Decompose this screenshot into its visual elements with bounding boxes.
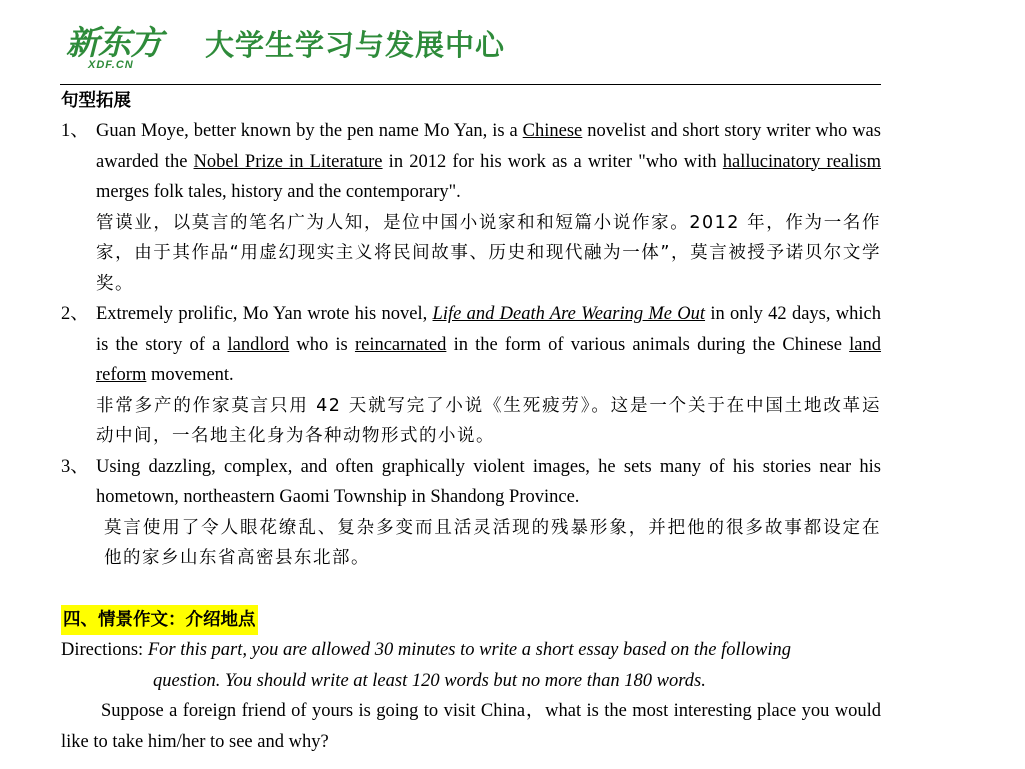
spacer xyxy=(61,574,881,605)
text-span: who is xyxy=(289,334,355,355)
underlined-term: hallucinatory realism xyxy=(722,151,881,172)
item-english xyxy=(96,299,881,391)
underlined-term: reincarnated xyxy=(354,334,447,355)
text-span: in the form of various animals during the Chinese xyxy=(446,334,850,355)
writing-section-title: 四、情景作文：介绍地点 xyxy=(61,605,258,635)
header-title: 大学生学习与发展中心 xyxy=(205,28,506,62)
directions xyxy=(61,635,881,666)
text-span: Extremely prolific, Mo Yan wrote his novel, xyxy=(96,304,433,324)
item-english xyxy=(96,116,881,208)
item-chinese: 非常多产的作家莫言只用 42 天就写完了小说《生死疲劳》。这是一个关于在中国土地改革运动中间，一名地主化身为各种动物形式的小说。 xyxy=(96,395,881,446)
text-span: Guan Moye, better known by the pen name Mo Yan, is a xyxy=(96,121,523,141)
text-span: in only 42 days, which is the story of a xyxy=(96,304,881,355)
directions-label: Directions: xyxy=(61,640,148,660)
underlined-term: Chinese xyxy=(522,121,583,141)
item-number: 1、 xyxy=(61,121,89,141)
directions-text: For this part, you are allowed 30 minutes to write a short essay based on the following xyxy=(147,640,792,660)
underlined-term: Nobel Prize in Literature xyxy=(193,151,383,172)
directions-text-line2: question. You should write at least 120 words but no more than 180 words. xyxy=(153,670,706,691)
novel-title: Life and Death Are Wearing Me Out xyxy=(432,304,706,324)
list-item-3 xyxy=(61,452,881,574)
text-span: novelist and short story writer who was awarded the xyxy=(96,121,881,172)
list-item-1 xyxy=(61,116,881,299)
item-number: 2、 xyxy=(61,304,89,324)
text-span: movement. xyxy=(146,365,234,385)
item-english: Using dazzling, complex, and often graphically violent images, he sets many of his stories near his hometown, northeastern Gaomi Township in Shandong Province. xyxy=(96,456,881,507)
logo-text: 新东方 xyxy=(66,23,162,62)
xdf-logo xyxy=(66,24,184,76)
item-chinese: 莫言使用了令人眼花缭乱、复杂多变而且活灵活现的残暴形象，并把他的很多故事都设定在他的家乡山东省高密县东北部。 xyxy=(104,517,881,568)
item-number: 3、 xyxy=(61,456,89,477)
item-chinese: 管谟业，以莫言的笔名广为人知，是位中国小说家和和短篇小说作家。2012 年，作为一名作家，由于其作品“用虚幻现实主义将民间故事、历史和现代融为一体”，莫言被授予诺贝尔文学奖。 xyxy=(96,212,881,294)
underlined-term: land reform xyxy=(96,334,882,385)
document-body xyxy=(61,86,881,757)
text-span: merges folk tales, history and the contemporary". xyxy=(96,182,461,202)
page-header xyxy=(60,20,881,85)
logo-subtext: XDF.CN xyxy=(88,59,134,71)
list-item-2 xyxy=(61,299,881,452)
text-span: in 2012 for his work as a writer "who with xyxy=(382,151,723,172)
underlined-term: landlord xyxy=(227,334,290,355)
section-title: 句型拓展 xyxy=(61,91,131,111)
writing-prompt: Suppose a foreign friend of yours is going to visit China，what is the most interesting place you would like to take him/her to see and why? xyxy=(61,701,881,752)
writing-section-header xyxy=(61,605,881,636)
